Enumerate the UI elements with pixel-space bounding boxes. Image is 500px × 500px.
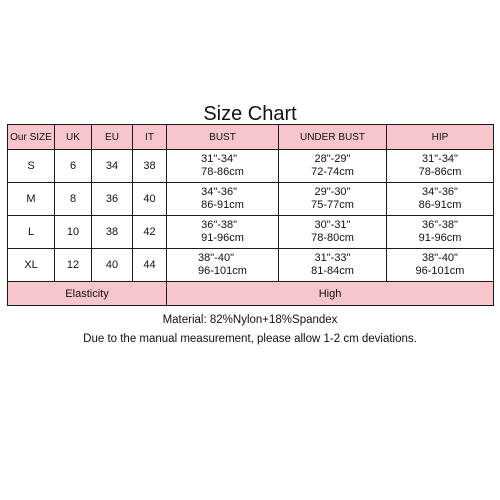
it-cell: 44 (133, 249, 167, 282)
hip-inches: 38"-40" (422, 252, 458, 264)
hip-cell (387, 249, 494, 282)
deviation-note: Due to the manual measurement, please allow 1-2 cm deviations. (83, 333, 417, 345)
uk-cell: 6 (55, 150, 92, 183)
header-uk: UK (55, 125, 92, 150)
header-hip: HIP (387, 125, 494, 150)
hip-cell (387, 216, 494, 249)
under-bust-inches: 28"-29" (314, 153, 351, 165)
it-cell: 40 (133, 183, 167, 216)
header-bust: BUST (167, 125, 279, 150)
uk-cell: 12 (55, 249, 92, 282)
under-bust-cell (279, 216, 387, 249)
under-bust-cm: 78-80cm (311, 232, 354, 244)
eu-cell: 38 (92, 216, 133, 249)
bust-cell (167, 216, 279, 249)
table-row (8, 249, 494, 282)
hip-cm: 86-91cm (418, 199, 462, 211)
under-bust-cell (279, 183, 387, 216)
under-bust-inches: 31"-33" (314, 252, 351, 264)
header-it: IT (133, 125, 167, 150)
chart-title: Size Chart (203, 103, 297, 125)
header-our-size: Our SIZE (8, 125, 55, 150)
notes (0, 311, 500, 349)
it-cell: 42 (133, 216, 167, 249)
elasticity-value: High (167, 282, 494, 306)
hip-inches: 31"-34" (422, 153, 458, 165)
uk-cell: 8 (55, 183, 92, 216)
table-row (8, 216, 494, 249)
elasticity-row (8, 282, 494, 306)
bust-inches: 31"-34" (201, 153, 238, 165)
it-cell: 38 (133, 150, 167, 183)
bust-cell (167, 150, 279, 183)
uk-cell: 10 (55, 216, 92, 249)
bust-cell (167, 183, 279, 216)
hip-cell (387, 183, 494, 216)
bust-cm: 91-96cm (201, 232, 244, 244)
eu-cell: 40 (92, 249, 133, 282)
eu-cell: 34 (92, 150, 133, 183)
size-cell: XL (8, 249, 55, 282)
under-bust-inches: 29"-30" (314, 186, 351, 198)
size-cell: S (8, 150, 55, 183)
eu-cell: 36 (92, 183, 133, 216)
header-under-bust: UNDER BUST (279, 125, 387, 150)
size-chart-table (7, 124, 494, 306)
bust-inches: 36"-38" (201, 219, 238, 231)
bust-inches: 34"-36" (201, 186, 238, 198)
header-eu: EU (92, 125, 133, 150)
under-bust-cm: 75-77cm (311, 199, 354, 211)
bust-cm: 96-101cm (198, 265, 247, 277)
table-row (8, 150, 494, 183)
size-cell: M (8, 183, 55, 216)
hip-inches: 36"-38" (422, 219, 458, 231)
header-row (8, 125, 494, 150)
hip-inches: 34"-36" (422, 186, 458, 198)
under-bust-cell (279, 150, 387, 183)
hip-cm: 91-96cm (418, 232, 462, 244)
bust-cm: 86-91cm (201, 199, 244, 211)
bust-inches: 38"-40" (198, 252, 234, 264)
bust-cm: 78-86cm (201, 166, 244, 178)
size-cell: L (8, 216, 55, 249)
under-bust-cell (279, 249, 387, 282)
under-bust-cm: 81-84cm (311, 265, 354, 277)
table-row (8, 183, 494, 216)
bust-cell (167, 249, 279, 282)
under-bust-cm: 72-74cm (311, 166, 354, 178)
hip-cm: 78-86cm (418, 166, 462, 178)
material-note: Material: 82%Nylon+18%Spandex (162, 314, 338, 326)
hip-cell (387, 150, 494, 183)
elasticity-label: Elasticity (8, 282, 167, 306)
under-bust-inches: 30"-31" (314, 219, 351, 231)
hip-cm: 96-101cm (415, 265, 465, 277)
